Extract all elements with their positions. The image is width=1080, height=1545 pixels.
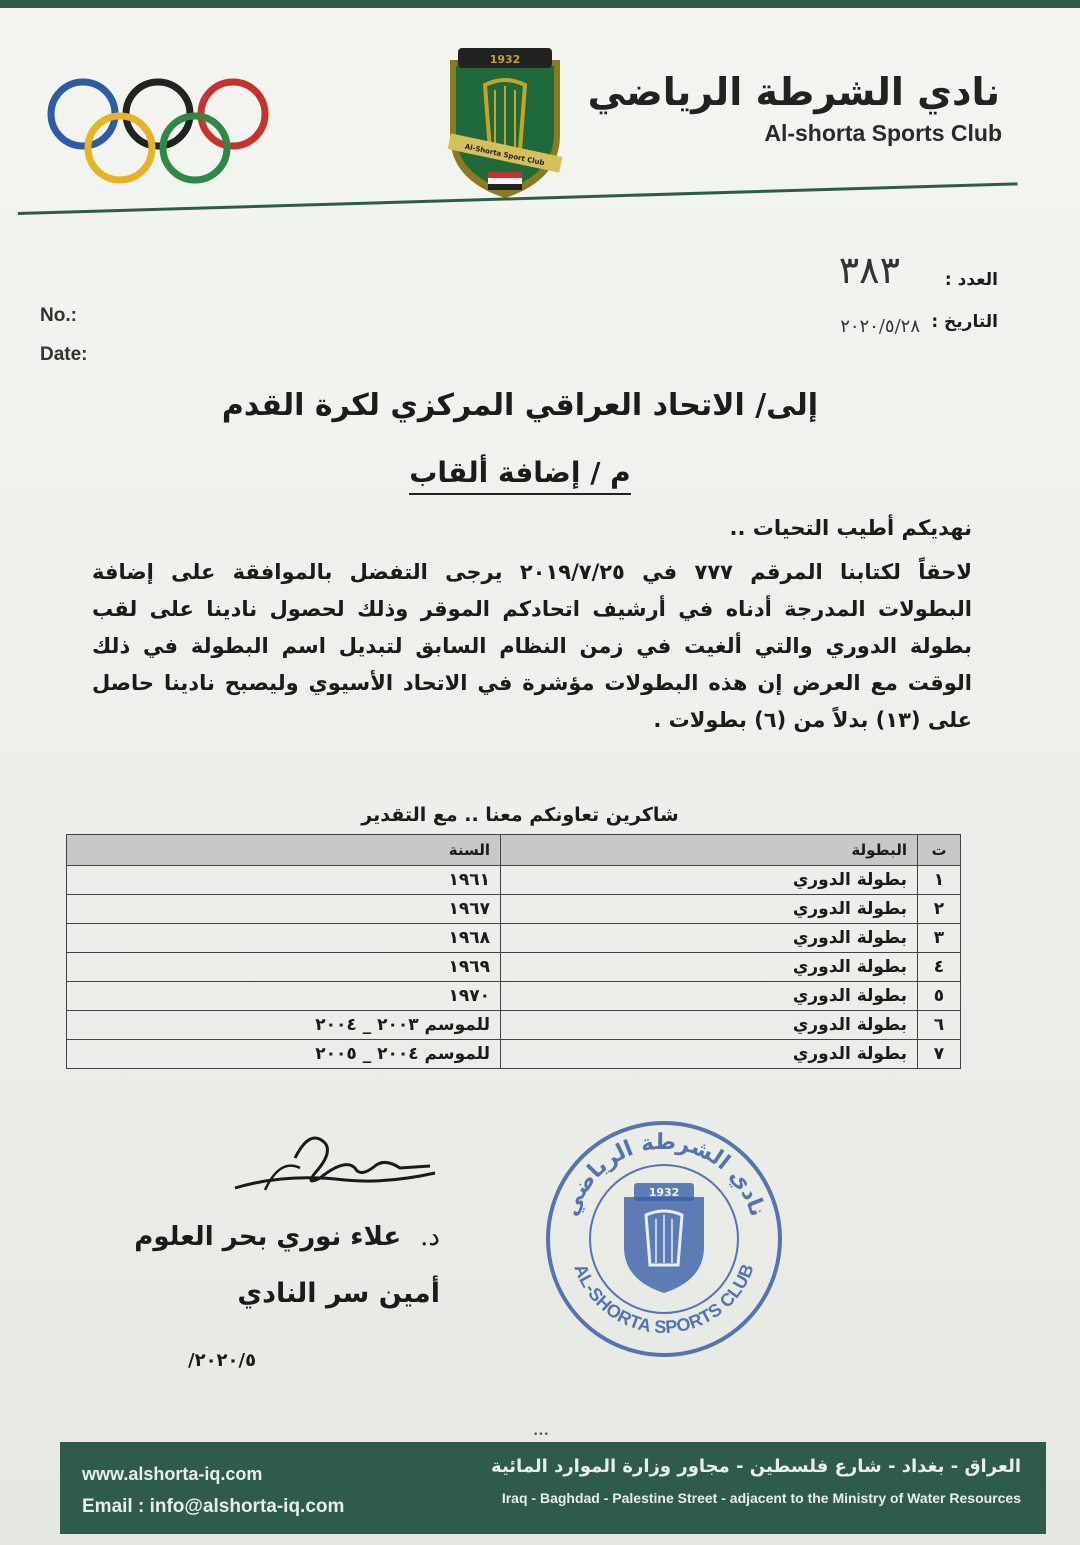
row-number: ٤ xyxy=(918,953,961,982)
number-label-english: No.: xyxy=(40,305,77,326)
table-row xyxy=(67,982,961,1011)
table-row xyxy=(67,895,961,924)
row-number: ٢ xyxy=(918,895,961,924)
date-label-english: Date: xyxy=(40,344,88,365)
row-championship: بطولة الدوري xyxy=(501,1040,918,1069)
table-row xyxy=(67,953,961,982)
row-number: ٣ xyxy=(918,924,961,953)
table-row xyxy=(67,1011,961,1040)
footer-address-english: Iraq - Baghdad - Palestine Street - adjacent to the Ministry of Water Resources xyxy=(501,1490,1021,1506)
crest-band-text: Al-Shorta Sport Club xyxy=(464,142,546,168)
number-value: ٣٨٣ xyxy=(838,248,900,292)
date-value: ٢٠٢٠/٥/٢٨ xyxy=(840,316,920,337)
club-crest-logo xyxy=(440,40,570,205)
row-number: ١ xyxy=(918,866,961,895)
number-label-arabic: العدد : xyxy=(944,270,998,290)
row-number: ٧ xyxy=(918,1040,961,1069)
header-year: السنة xyxy=(67,835,501,866)
page-mark: ••• xyxy=(533,1430,549,1440)
greeting: نهديكم أطيب التحيات .. xyxy=(729,516,972,540)
row-championship: بطولة الدوري xyxy=(501,953,918,982)
footer-address-arabic: العراق - بغداد - شارع فلسطين - مجاور وزارة الموارد المائية xyxy=(491,1456,1021,1477)
row-year: ١٩٦٨ xyxy=(67,924,501,953)
table-header-row xyxy=(67,835,961,866)
signer-prefix: د. xyxy=(420,1222,440,1252)
footer-website: www.alshorta-iq.com xyxy=(82,1464,263,1484)
signature-date: ٢٠٢٠/٥/ xyxy=(188,1350,257,1371)
club-stamp xyxy=(540,1115,788,1363)
row-championship: بطولة الدوري xyxy=(501,895,918,924)
date-label-arabic: التاريخ : xyxy=(931,312,998,332)
championships-table xyxy=(66,834,961,1069)
row-year: ١٩٦٧ xyxy=(67,895,501,924)
top-border xyxy=(0,0,1080,8)
row-championship: بطولة الدوري xyxy=(501,982,918,1011)
letter-paragraph: لاحقاً لكتابنا المرقم ٧٧٧ في ٢٠١٩/٧/٢٥ يرجى التفضل بالموافقة على إضافة البطولات المدرجة أدناه في أرشيف اتحادكم الموقر وذلك لحصول نادينا على لقب بطولة الدوري والتي ألغيت في زمن النظام السابق لتبديل اسم البطولة في ذلك الوقت مع العرض إن هذه البطولات مؤشرة في الاتحاد الأسيوي وليصبح نادينا حاصل على (١٣) بدلاً من (٦) بطولات . xyxy=(92,560,972,732)
closing-line: شاكرين تعاونكم معنا .. مع التقدير xyxy=(361,804,679,826)
header-number: ت xyxy=(918,835,961,866)
row-year: ١٩٧٠ xyxy=(67,982,501,1011)
subject-line xyxy=(0,456,1040,489)
stamp-text-arabic: نادي الشرطة الرياضي xyxy=(558,1129,770,1220)
stamp-year: 1932 xyxy=(648,1186,680,1199)
club-name-arabic: نادي الشرطة الرياضي xyxy=(587,70,1000,114)
table-row xyxy=(67,866,961,895)
signer-role: أمين سر النادي xyxy=(237,1278,440,1309)
olympic-rings-icon xyxy=(45,72,275,192)
table-row xyxy=(67,1040,961,1069)
row-year: ١٩٦١ xyxy=(67,866,501,895)
signer-name-text: علاء نوري بحر العلوم xyxy=(134,1222,402,1252)
row-championship: بطولة الدوري xyxy=(501,866,918,895)
header-championship: البطولة xyxy=(501,835,918,866)
table-row xyxy=(67,924,961,953)
row-championship: بطولة الدوري xyxy=(501,924,918,953)
subject-text: م / إضافة ألقاب xyxy=(409,456,630,495)
row-number: ٥ xyxy=(918,982,961,1011)
footer-bar xyxy=(60,1442,1046,1534)
recipient-line: إلى/ الاتحاد العراقي المركزي لكرة القدم xyxy=(221,388,819,423)
crest-year: 1932 xyxy=(489,53,521,66)
footer-email: Email : info@alshorta-iq.com xyxy=(82,1496,345,1517)
row-number: ٦ xyxy=(918,1011,961,1040)
row-championship: بطولة الدوري xyxy=(501,1011,918,1040)
row-year: للموسم ٢٠٠٤ _ ٢٠٠٥ xyxy=(67,1040,501,1069)
stamp-text-english: AL-SHORTA SPORTS CLUB xyxy=(570,1261,758,1338)
row-year: ١٩٦٩ xyxy=(67,953,501,982)
handwritten-signature xyxy=(225,1118,455,1208)
signer-name xyxy=(134,1222,440,1252)
club-name-english: Al-shorta Sports Club xyxy=(764,120,1002,146)
row-year: للموسم ٢٠٠٣ _ ٢٠٠٤ xyxy=(67,1011,501,1040)
